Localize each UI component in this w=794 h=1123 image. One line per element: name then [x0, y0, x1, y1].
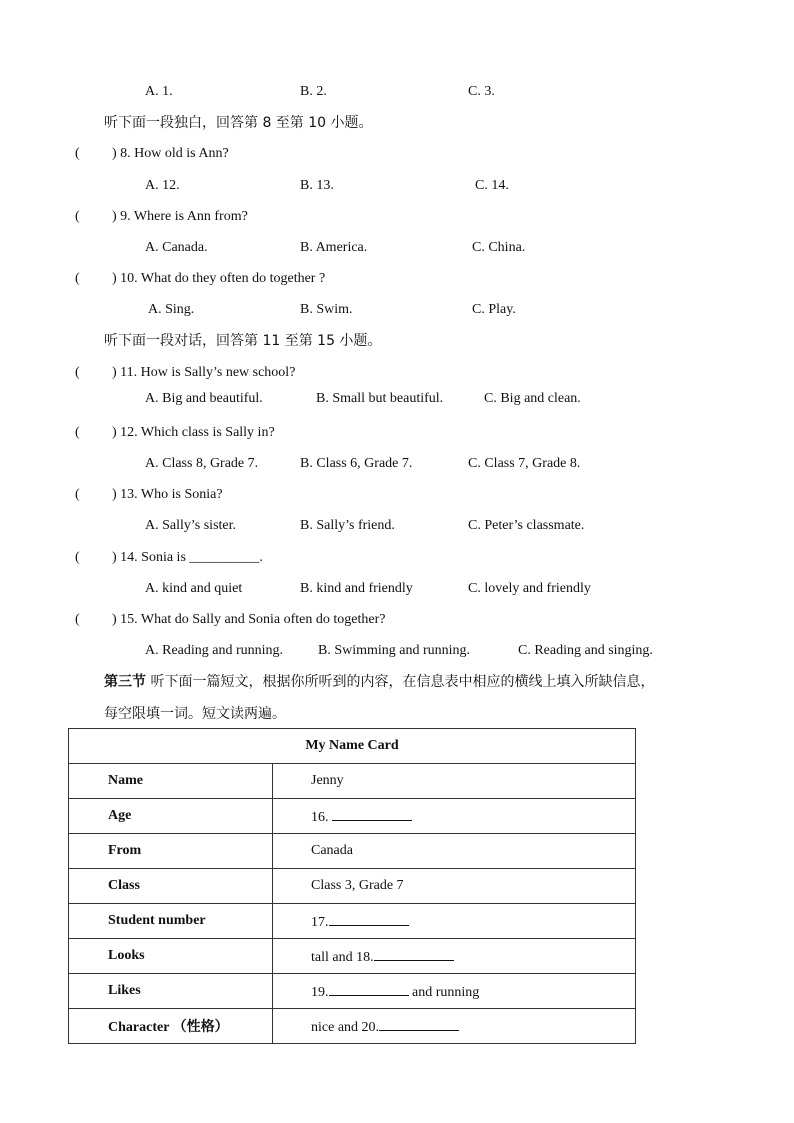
option-a: A. Class 8, Grade 7.	[145, 456, 259, 471]
row-value-text: 16.	[311, 810, 329, 825]
row-value-text: Canada	[311, 843, 353, 858]
answer-blank[interactable]	[332, 806, 412, 821]
option-b: B. Swimming and running.	[318, 643, 471, 658]
answer-blank[interactable]	[379, 1016, 459, 1031]
row-label: Name	[69, 764, 273, 799]
section3-label: 第三节	[104, 674, 146, 690]
question-stem: ) 11. How is Sally’s new school?	[112, 365, 296, 380]
option-a: A. Reading and running.	[145, 643, 284, 658]
question-stem: ) 9. Where is Ann from?	[112, 209, 248, 224]
name-card-table	[68, 728, 636, 1044]
section-dialogue-heading: 听下面一段对话，回答第 11 至第 15 小题。	[104, 333, 382, 349]
row-label: Student number	[69, 904, 273, 939]
option-b: B. kind and friendly	[300, 581, 413, 596]
q7-option-a: A. 1.	[145, 84, 173, 99]
question-stem: ) 12. Which class is Sally in?	[112, 425, 275, 440]
option-a: A. kind and quiet	[145, 581, 243, 596]
row-value	[273, 799, 636, 834]
answer-paren: (	[75, 550, 80, 565]
option-c: C. Play.	[472, 302, 516, 317]
option-a: A. Sing.	[148, 302, 195, 317]
table-row	[69, 799, 636, 834]
row-value-text: Jenny	[311, 773, 344, 788]
option-b: B. Small but beautiful.	[316, 391, 444, 406]
option-b: B. Sally’s friend.	[300, 518, 395, 533]
option-a: A. Big and beautiful.	[145, 391, 263, 406]
question-stem: ) 8. How old is Ann?	[112, 146, 229, 161]
answer-blank[interactable]	[374, 946, 454, 961]
row-value	[273, 1009, 636, 1044]
answer-paren: (	[75, 146, 80, 161]
option-c: C. Peter’s classmate.	[468, 518, 585, 533]
section3-text: 听下面一篇短文，根据你所听到的内容，在信息表中相应的横线上填入所缺信息，	[150, 674, 655, 690]
section-monologue-heading: 听下面一段独白，回答第 8 至第 10 小题。	[104, 115, 373, 131]
table-row	[69, 939, 636, 974]
name-card-title: My Name Card	[69, 729, 636, 764]
table-row	[69, 1009, 636, 1044]
answer-paren: (	[75, 365, 80, 380]
row-value-text: Class 3, Grade 7	[311, 878, 404, 893]
answer-paren: (	[75, 425, 80, 440]
table-row	[69, 904, 636, 939]
question-stem: ) 10. What do they often do together ?	[112, 271, 326, 286]
table-row	[69, 974, 636, 1009]
option-c: C. China.	[472, 240, 526, 255]
answer-paren: (	[75, 612, 80, 627]
option-a: A. 12.	[145, 178, 180, 193]
table-row	[69, 764, 636, 799]
row-label: Character （性格）	[69, 1009, 273, 1044]
row-value	[273, 939, 636, 974]
row-value-text: 17.	[311, 915, 329, 930]
row-value	[273, 904, 636, 939]
row-label: Class	[69, 869, 273, 904]
option-c: C. Reading and singing.	[518, 643, 653, 658]
answer-paren: (	[75, 209, 80, 224]
option-b: B. Class 6, Grade 7.	[300, 456, 413, 471]
row-value	[273, 974, 636, 1009]
row-value	[273, 834, 636, 869]
option-c: C. lovely and friendly	[468, 581, 591, 596]
row-value	[273, 869, 636, 904]
option-c: C. Big and clean.	[484, 391, 581, 406]
row-value-text: tall and 18.	[311, 950, 374, 965]
q7-option-c: C. 3.	[468, 84, 495, 99]
question-stem: ) 13. Who is Sonia?	[112, 487, 223, 502]
option-b: B. America.	[300, 240, 368, 255]
option-a: A. Sally’s sister.	[145, 518, 237, 533]
answer-blank[interactable]	[329, 981, 409, 996]
table-row	[69, 869, 636, 904]
question-stem: ) 15. What do Sally and Sonia often do together?	[112, 612, 386, 627]
question-stem: ) 14. Sonia is __________.	[112, 550, 263, 565]
option-c: C. 14.	[475, 178, 509, 193]
row-value-suffix: and running	[408, 985, 480, 1000]
section3-instruction-line1	[104, 673, 654, 691]
row-label: Likes	[69, 974, 273, 1009]
row-value	[273, 764, 636, 799]
section3-instruction-line2: 每空限填一词。短文读两遍。	[104, 706, 286, 722]
row-label: Looks	[69, 939, 273, 974]
option-b: B. 13.	[300, 178, 334, 193]
table-row	[69, 834, 636, 869]
option-b: B. Swim.	[300, 302, 353, 317]
row-label: From	[69, 834, 273, 869]
row-value-text: nice and 20.	[311, 1020, 380, 1035]
row-label: Age	[69, 799, 273, 834]
option-a: A. Canada.	[145, 240, 208, 255]
answer-paren: (	[75, 271, 80, 286]
answer-paren: (	[75, 487, 80, 502]
q7-option-b: B. 2.	[300, 84, 327, 99]
option-c: C. Class 7, Grade 8.	[468, 456, 581, 471]
row-value-text: 19.	[311, 985, 329, 1000]
answer-blank[interactable]	[329, 911, 409, 926]
